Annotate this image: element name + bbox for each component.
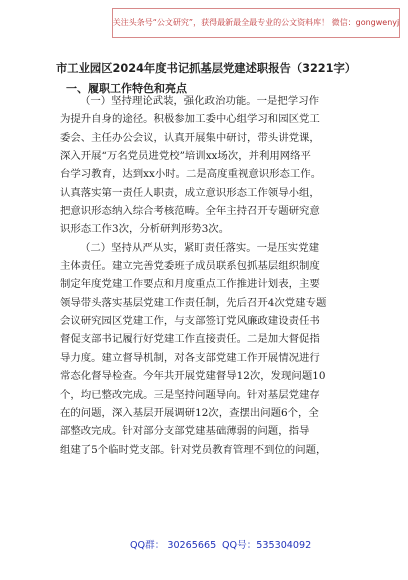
body-line: 委会、主任办公会议，认真开展集中研讨，带头讲党课，	[60, 131, 320, 144]
section-heading: 一、履职工作特色和亮点	[66, 82, 187, 95]
qq-number: QQ号：535304092	[222, 540, 312, 551]
body-line: 台学习教育，达到xx小时。二是高度重视意识形态工作。	[60, 168, 322, 181]
body-line: 导力度。建立督导机制，对各支部党建工作开展情况进行	[60, 351, 320, 364]
body-line: 督促支部书记履行好党建工作直接责任。二是加大督促指	[60, 333, 320, 346]
body-line: 深入开展“万名党员进党校”培训xx场次，并利用网络平	[60, 150, 311, 163]
body-line: （一）坚持理论武装，强化政治功能。一是把学习作	[80, 95, 319, 107]
document-body	[60, 92, 350, 459]
banner-text: 关注头条号“公文研究”，获得最新最全最专业的公文资料库！ 微信：gongwenyj	[112, 18, 400, 27]
body-line: 把意识形态纳入综合考核范畴。全年主持召开专题研究意	[60, 205, 320, 218]
body-line: 个，均已整改完成。三是坚持问题导向。针对基层党建存	[60, 388, 320, 401]
body-line: 认真落实第一责任人职责，成立意识形态工作领导小组，	[60, 186, 320, 199]
body-line: 领导带头落实基层党建工作责任制，先后召开4次党建专题	[60, 296, 327, 309]
body-line: 会议研究园区党建工作，与支部签订党风廉政建设责任书	[60, 315, 320, 328]
body-line: 主体责任。建立完善党委班子成员联系包抓基层组织制度	[60, 260, 320, 273]
contact-footer	[0, 537, 408, 551]
document-title: 市工业园区2024年度书记抓基层党建述职报告（3221字）	[56, 62, 357, 75]
body-line: 常态化督导检查。今年共开展党建督导12次，发现问题10	[60, 370, 326, 383]
qq-group: QQ群： 30265665	[130, 540, 217, 551]
body-line: 组建了5个临时党支部。针对党员教育管理不到位的问题，	[60, 443, 327, 456]
body-line: （二）坚持从严从实，紧盯责任落实。一是压实党建	[80, 241, 319, 254]
body-line: 部整改完成。针对部分支部党建基础薄弱的问题，指导	[60, 425, 310, 438]
body-line: 为提升自身的途径。积极参加工委中心组学习和园区党工	[60, 113, 320, 126]
header-banner	[112, 8, 400, 38]
body-line: 制定年度党建工作要点和月度重点工作推进计划表，主要	[60, 278, 320, 291]
body-line: 识形态工作3次，分析研判形势3次。	[60, 223, 230, 236]
body-line: 在的问题，深入基层开展调研12次，查摆出问题6个，全	[60, 406, 319, 419]
